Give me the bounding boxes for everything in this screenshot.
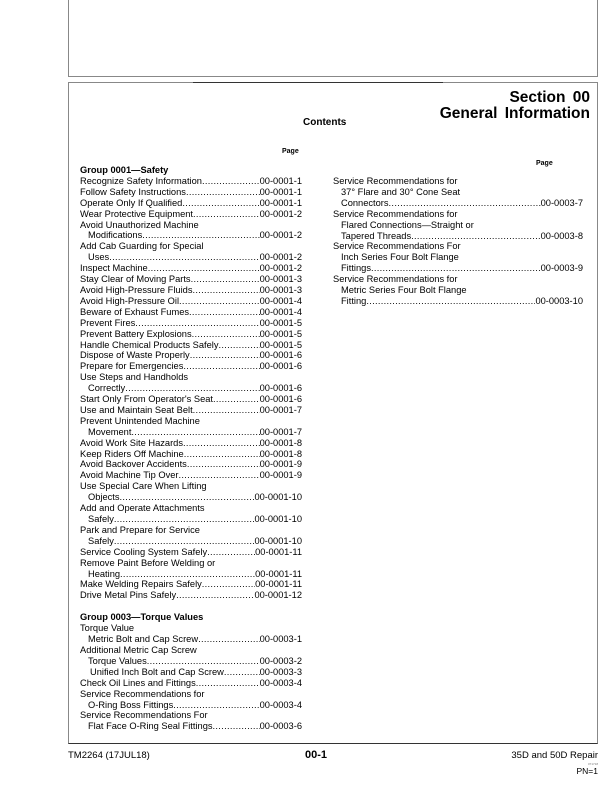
toc-entry-text: Safely	[88, 535, 114, 546]
toc-entry	[80, 350, 302, 361]
leader-dots	[173, 700, 259, 711]
leader-dots	[191, 274, 260, 285]
toc-entry	[80, 459, 302, 470]
toc-entry-line	[80, 427, 302, 438]
toc-entry-text: Prevent Fires	[80, 317, 136, 328]
toc-entry-line	[80, 209, 302, 220]
toc-entry-page: 00-0001-12	[254, 590, 302, 601]
toc-entry-line	[333, 198, 583, 209]
toc-entry-line	[80, 547, 302, 558]
toc-entry-line	[80, 329, 302, 340]
toc-entry-text: Fittings	[341, 263, 371, 274]
toc-entry-line	[80, 656, 302, 667]
leader-dots	[109, 252, 259, 263]
toc-entry-page: 00-0003-10	[535, 295, 583, 306]
page-column-label: Page	[282, 148, 299, 155]
toc-entry-page: 00-0001-8	[259, 448, 302, 459]
toc-entry-line: Add and Operate Attachments	[80, 503, 205, 514]
toc-entry-page: 00-0001-7	[259, 426, 302, 437]
toc-entry-page: 00-0003-6	[259, 721, 302, 732]
toc-entry-line	[80, 459, 302, 470]
toc-entry-line	[80, 700, 302, 711]
toc-entry-text: Prevent Battery Explosions	[80, 328, 192, 339]
toc-entry-text: Keep Riders Off Machine	[80, 448, 184, 459]
leader-dots	[219, 340, 260, 351]
leader-dots	[176, 590, 254, 601]
leader-dots	[224, 667, 260, 678]
toc-entry-page: 00-0001-2	[259, 252, 302, 263]
leader-dots	[142, 230, 259, 241]
toc-entry	[80, 274, 302, 285]
toc-entry-page: 00-0001-5	[259, 317, 302, 328]
page-column-label: Page	[536, 160, 553, 167]
leader-dots	[187, 459, 260, 470]
toc-entry	[80, 416, 302, 438]
group-heading: Group 0003—Torque Values	[80, 612, 204, 623]
toc-heading: Torque Value	[80, 623, 135, 634]
leader-dots	[192, 285, 259, 296]
toc-entry-page: 00-0003-7	[540, 197, 583, 208]
toc-entry	[80, 263, 302, 274]
toc-entry-text: Tapered Threads	[341, 230, 412, 241]
toc-entry-text: Use and Maintain Seat Belt	[80, 404, 193, 415]
toc-entry-line: Metric Series Four Bolt Flange	[341, 285, 467, 296]
toc-entry-line	[80, 318, 302, 329]
toc-entry-page: 00-0003-9	[540, 263, 583, 274]
toc-entry-text: Dispose of Waste Properly	[80, 350, 190, 361]
toc-entry-text: Torque Values	[88, 655, 147, 666]
group-heading: Group 0001—Safety	[80, 165, 169, 175]
header-rule	[193, 82, 443, 83]
toc-entry	[80, 438, 302, 449]
toc-entry	[80, 503, 302, 525]
toc-entry-text: Check Oil Lines and Fittings	[80, 677, 196, 688]
toc-entry-page: 00-0001-7	[259, 404, 302, 415]
toc-entry-line	[80, 569, 302, 580]
toc-entry	[80, 678, 302, 689]
toc-entry-line	[80, 438, 302, 449]
toc-entry	[80, 525, 302, 547]
footer-pn: PN=1	[576, 766, 598, 776]
toc-entry-line: Use Special Care When Lifting	[80, 481, 207, 492]
section-title: General Information	[439, 105, 590, 122]
toc-entry	[80, 340, 302, 351]
toc-entry-text: Heating	[88, 568, 121, 579]
leader-dots	[193, 209, 260, 220]
leader-dots	[196, 678, 260, 689]
toc-entry-page: 00-0001-10	[254, 514, 302, 524]
toc-entry-line: Service Recommendations For	[80, 710, 208, 721]
toc-entry-line	[80, 721, 302, 732]
toc-entry-line	[80, 667, 302, 678]
toc-right-column	[333, 176, 583, 307]
footer-code: 071718	[587, 762, 598, 766]
toc-entry-page: 00-0001-4	[259, 295, 302, 306]
toc-entry-line	[80, 340, 302, 351]
toc-entry-line	[80, 492, 302, 503]
toc-entry-page: 00-0001-6	[259, 383, 302, 394]
toc-entry-text: Operate Only If Qualified	[80, 197, 183, 208]
leader-dots	[186, 187, 260, 198]
toc-entry-line: Service Recommendations for	[80, 688, 205, 699]
toc-entry-page: 00-0001-2	[259, 263, 302, 274]
toc-entry-line	[333, 263, 583, 274]
toc-entry-text: Safely	[88, 514, 114, 524]
leader-dots	[183, 361, 259, 372]
toc-entry-text: Handle Chemical Products Safely	[80, 339, 219, 350]
previous-page-frame	[68, 0, 598, 77]
toc-entry	[80, 481, 302, 503]
toc-entry	[80, 209, 302, 220]
toc-entry-text: Avoid High-Pressure Oil	[80, 295, 180, 306]
leader-dots	[147, 656, 260, 667]
toc-entry-line: Service Recommendations For	[333, 241, 461, 252]
toc-entry-line: Service Recommendations for	[333, 176, 458, 186]
toc-entry-text: O-Ring Boss Fittings	[88, 699, 174, 710]
toc-entry	[80, 590, 302, 601]
toc-entry-line	[80, 678, 302, 689]
toc-entry	[80, 470, 302, 481]
toc-entry-page: 00-0001-5	[259, 328, 302, 339]
toc-entry-page: 00-0003-8	[540, 230, 583, 241]
toc-entry-text: Fitting	[341, 295, 367, 306]
toc-entry-line	[80, 187, 302, 198]
leader-dots	[192, 329, 260, 340]
toc-entry-text: Modifications	[88, 230, 143, 241]
toc-entry-page: 00-0003-4	[259, 699, 302, 710]
toc-entry-line	[80, 634, 302, 645]
leader-dots	[135, 318, 259, 329]
toc-entry-line: Flared Connections—Straight or	[341, 219, 474, 230]
toc-entry-text: Beware of Exhaust Fumes	[80, 306, 190, 317]
toc-entry-page: 00-0001-11	[255, 568, 302, 579]
leader-dots	[183, 438, 260, 449]
leader-dots	[114, 536, 255, 547]
toc-entry-text: Movement	[88, 426, 132, 437]
toc-entry-line: Prevent Unintended Machine	[80, 415, 200, 426]
toc-entry-text: Avoid Backover Accidents	[80, 459, 187, 470]
toc-entry-text: Stay Clear of Moving Parts	[80, 274, 191, 285]
toc-entry-text: Follow Safety Instructions	[80, 186, 186, 197]
toc-entry-page: 00-0001-6	[259, 394, 302, 405]
toc-entry-line	[80, 176, 302, 187]
toc-entry-page: 00-0001-4	[259, 306, 302, 317]
footer-doc-id: TM2264 (17JUL18)	[68, 750, 150, 761]
toc-entry	[80, 361, 302, 372]
toc-entry-line	[80, 263, 302, 274]
toc-entry	[80, 296, 302, 307]
leader-dots	[182, 198, 259, 209]
toc-entry-line	[80, 252, 302, 263]
toc-entry-page: 00-0001-11	[255, 579, 302, 590]
section-heading	[440, 90, 590, 122]
toc-entry-text: Uses	[88, 252, 110, 263]
toc-entry-page: 00-0001-1	[259, 186, 302, 197]
toc-heading: Additional Metric Cap Screw	[80, 644, 197, 655]
toc-entry	[80, 656, 302, 667]
toc-entry-line	[80, 361, 302, 372]
toc-entry-line: Park and Prepare for Service	[80, 524, 200, 535]
toc-entry-line	[80, 230, 302, 241]
toc-entry	[80, 710, 302, 732]
toc-entry-page: 00-0001-10	[254, 492, 302, 503]
toc-entry-line	[80, 470, 302, 481]
toc-entry-text: Metric Bolt and Cap Screw	[88, 634, 199, 645]
toc-entry-text: Avoid High-Pressure Fluids	[80, 284, 193, 295]
leader-dots	[389, 198, 541, 209]
toc-entry-line	[80, 536, 302, 547]
toc-entry-line: Avoid Unauthorized Machine	[80, 219, 199, 230]
toc-entry	[80, 372, 302, 394]
leader-dots	[411, 231, 540, 242]
toc-entry-text: Inspect Machine	[80, 263, 148, 274]
leader-dots	[179, 470, 260, 481]
toc-entry-page: 00-0001-3	[259, 274, 302, 285]
leader-dots	[148, 263, 260, 274]
toc-entry-line	[80, 579, 302, 590]
toc-entry-text: Service Cooling System Safely	[80, 546, 208, 557]
toc-entry-page: 00-0003-2	[259, 655, 302, 666]
toc-entry-text: Avoid Machine Tip Over	[80, 470, 179, 481]
leader-dots	[198, 634, 260, 645]
toc-entry	[80, 558, 302, 580]
toc-entry-line: Use Steps and Handholds	[80, 372, 189, 383]
toc-entry-page: 00-0001-9	[259, 459, 302, 470]
leader-dots	[120, 492, 255, 503]
leader-dots	[202, 176, 260, 187]
leader-dots	[131, 427, 259, 438]
toc-entry	[333, 274, 583, 307]
toc-entry	[80, 689, 302, 711]
leader-dots	[193, 405, 260, 416]
toc-entry-text: Correctly	[88, 383, 126, 394]
toc-entry	[80, 547, 302, 558]
toc-entry-line	[80, 350, 302, 361]
toc-entry-page: 00-0001-6	[259, 361, 302, 372]
toc-entry-text: Flat Face O-Ring Seal Fittings	[88, 721, 213, 732]
toc-entry-line: Inch Series Four Bolt Flange	[341, 252, 459, 263]
toc-entry-page: 00-0003-3	[259, 666, 302, 677]
toc-entry-page: 00-0001-6	[259, 350, 302, 361]
toc-entry	[80, 198, 302, 209]
toc-entry-text: Objects	[88, 492, 120, 503]
footer-page-number: 00-1	[305, 749, 328, 761]
toc-entry-text: Connectors	[341, 197, 389, 208]
leader-dots	[366, 296, 535, 307]
toc-entry-line: Service Recommendations for	[333, 208, 458, 219]
toc-entry-line: Add Cab Guarding for Special	[80, 241, 204, 252]
toc-entry-text: Start Only From Operator's Seat	[80, 394, 214, 405]
toc-entry-line	[80, 198, 302, 209]
toc-entry-page: 00-0001-1	[259, 197, 302, 208]
toc-entry-line	[80, 274, 302, 285]
toc-entry-line	[333, 296, 583, 307]
toc-entry	[80, 241, 302, 263]
toc-entry-line	[80, 394, 302, 405]
toc-entry-line	[80, 449, 302, 460]
leader-dots	[207, 547, 255, 558]
toc-entry-text: Wear Protective Equipment	[80, 208, 193, 219]
toc-entry-text: Drive Metal Pins Safely	[80, 590, 177, 601]
toc-entry-text: Make Welding Repairs Safely	[80, 579, 202, 590]
toc-entry	[80, 329, 302, 340]
toc-entry-line	[80, 590, 302, 601]
toc-entry-line: Remove Paint Before Welding or	[80, 557, 216, 568]
toc-entry-page: 00-0001-5	[259, 339, 302, 350]
toc-entry-line	[80, 296, 302, 307]
leader-dots	[179, 296, 260, 307]
leader-dots	[371, 263, 541, 274]
toc-entry	[80, 667, 302, 678]
toc-entry-page: 00-0001-10	[254, 535, 302, 546]
toc-entry-line	[80, 307, 302, 318]
toc-entry	[80, 285, 302, 296]
toc-entry	[333, 209, 583, 242]
toc-entry	[333, 176, 583, 209]
toc-entry	[80, 449, 302, 460]
toc-entry	[80, 220, 302, 242]
toc-entry-line	[80, 514, 302, 525]
toc-entry	[80, 405, 302, 416]
toc-entry-page: 00-0001-1	[259, 175, 302, 186]
leader-dots	[213, 721, 260, 732]
toc-entry-text: Prepare for Emergencies	[80, 361, 184, 372]
toc-entry	[333, 241, 583, 274]
toc-entry	[80, 187, 302, 198]
toc-entry-text: Unified Inch Bolt and Cap Screw	[90, 666, 224, 677]
contents-heading: Contents	[303, 117, 347, 128]
toc-entry-page: 00-0003-4	[259, 677, 302, 688]
toc-left-column	[80, 165, 302, 732]
leader-dots	[184, 449, 260, 460]
spacer	[80, 601, 302, 612]
leader-dots	[189, 307, 260, 318]
toc-entry-line: 37° Flare and 30° Cone Seat	[341, 186, 461, 197]
toc-entry-page: 00-0003-1	[259, 634, 302, 645]
toc-entry-text: Avoid Work Site Hazards	[80, 437, 183, 448]
leader-dots	[120, 569, 255, 580]
toc-entry-page: 00-0001-8	[259, 437, 302, 448]
toc-entry-page: 00-0001-2	[259, 208, 302, 219]
footer-title: 35D and 50D Repair	[511, 750, 598, 761]
leader-dots	[213, 394, 260, 405]
toc-entry	[80, 394, 302, 405]
leader-dots	[114, 514, 255, 525]
toc-entry-line	[333, 231, 583, 242]
toc-entry	[80, 318, 302, 329]
toc-entry-line	[80, 405, 302, 416]
toc-entry-page: 00-0001-2	[259, 230, 302, 241]
toc-entry-page: 00-0001-9	[259, 470, 302, 481]
leader-dots	[202, 579, 255, 590]
toc-entry	[80, 307, 302, 318]
leader-dots	[125, 383, 259, 394]
section-number: Section 00	[509, 89, 590, 106]
toc-entry	[80, 634, 302, 645]
toc-entry	[80, 176, 302, 187]
toc-entry	[80, 579, 302, 590]
toc-entry-line	[80, 285, 302, 296]
toc-entry-line: Service Recommendations for	[333, 274, 458, 285]
toc-entry-page: 00-0001-11	[255, 546, 302, 557]
toc-entry-line	[80, 383, 302, 394]
toc-entry-page: 00-0001-3	[259, 284, 302, 295]
toc-entry-text: Recognize Safety Information	[80, 175, 202, 186]
leader-dots	[190, 350, 260, 361]
